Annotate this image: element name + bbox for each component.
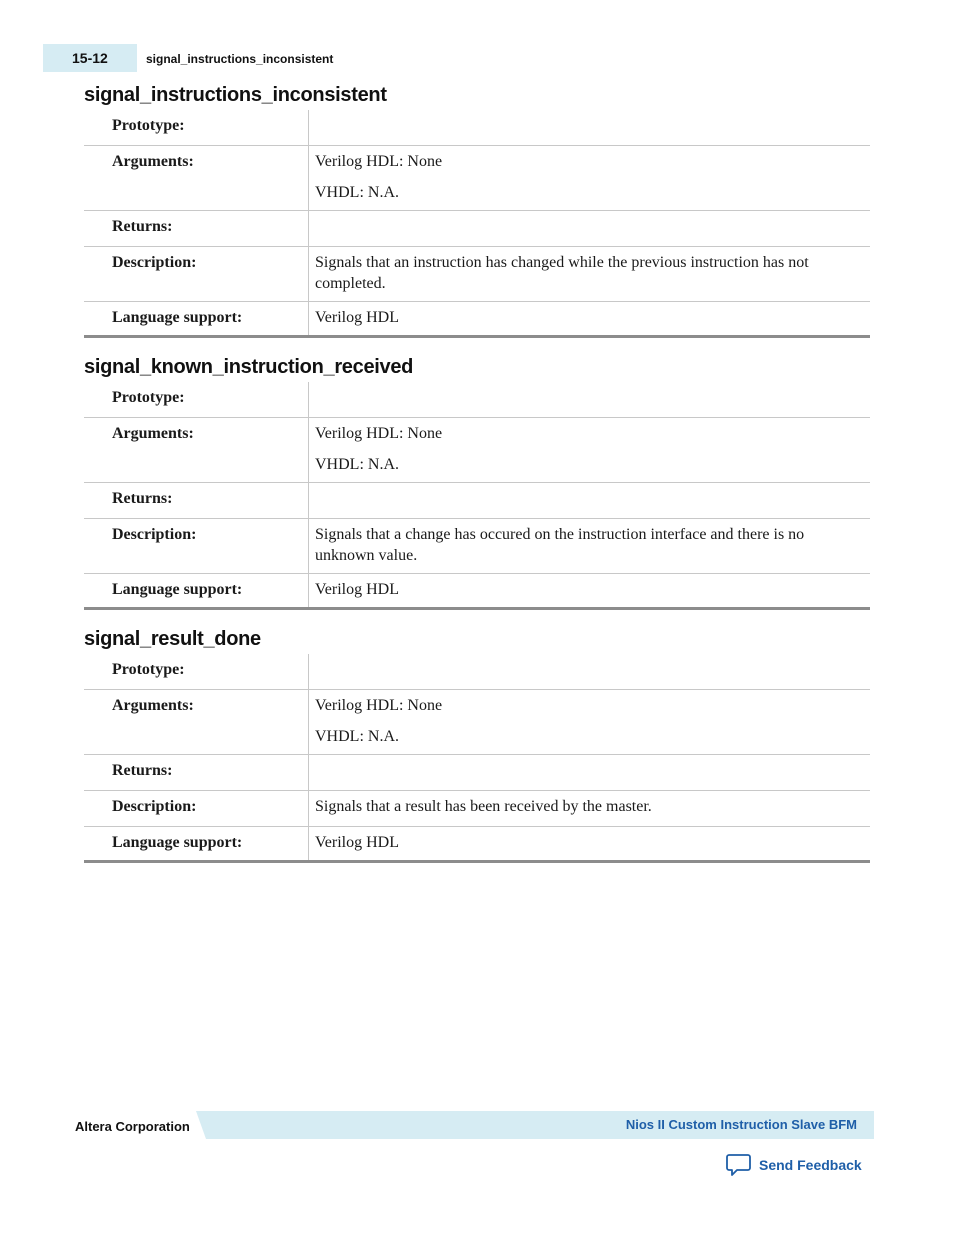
- arguments-value: [309, 146, 871, 211]
- arguments-label: Arguments:: [84, 690, 309, 755]
- description-value: Signals that an instruction has changed while the previous instruction has not completed.: [309, 247, 871, 302]
- reference-table: [84, 382, 870, 610]
- table-row: [84, 483, 870, 519]
- section-title: signal_result_done: [84, 628, 261, 650]
- reference-table: [84, 110, 870, 338]
- argument-verilog: Verilog HDL: None: [315, 153, 443, 170]
- prototype-label: Prototype:: [84, 110, 309, 146]
- description-value: Signals that a change has occured on the instruction interface and there is no unknown value.: [309, 519, 871, 574]
- returns-label: Returns:: [84, 755, 309, 791]
- argument-vhdl: VHDL: N.A.: [315, 728, 399, 745]
- prototype-value: [309, 654, 871, 690]
- arguments-label: Arguments:: [84, 146, 309, 211]
- table-row: [84, 791, 870, 827]
- speech-bubble-icon: [726, 1153, 751, 1177]
- language-support-value: Verilog HDL: [309, 827, 871, 862]
- description-label: Description:: [84, 791, 309, 827]
- argument-vhdl: VHDL: N.A.: [315, 456, 399, 473]
- table-row: [84, 302, 870, 337]
- table-row: [84, 382, 870, 418]
- page-number: 15-12: [72, 50, 108, 66]
- table-row: [84, 690, 870, 755]
- returns-label: Returns:: [84, 211, 309, 247]
- table-row: [84, 418, 870, 483]
- send-feedback-label: Send Feedback: [759, 1157, 862, 1173]
- description-label: Description:: [84, 247, 309, 302]
- language-support-label: Language support:: [84, 574, 309, 609]
- send-feedback-link[interactable]: [726, 1153, 862, 1177]
- argument-vhdl: VHDL: N.A.: [315, 184, 399, 201]
- language-support-value: Verilog HDL: [309, 574, 871, 609]
- arguments-value: [309, 418, 871, 483]
- document-title: Nios II Custom Instruction Slave BFM: [625, 1117, 857, 1132]
- table-row: [84, 827, 870, 862]
- section-signal-known-instruction-received: [84, 352, 870, 610]
- section-title: signal_known_instruction_received: [84, 356, 414, 378]
- prototype-label: Prototype:: [84, 654, 309, 690]
- language-support-label: Language support:: [84, 827, 309, 862]
- table-row: [84, 654, 870, 690]
- section-title: signal_instructions_inconsistent: [84, 84, 387, 106]
- language-support-value: Verilog HDL: [309, 302, 871, 337]
- table-row: [84, 574, 870, 609]
- reference-table: [84, 654, 870, 863]
- returns-label: Returns:: [84, 483, 309, 519]
- returns-value: [309, 755, 871, 791]
- description-value: Signals that a result has been received by the master.: [309, 791, 871, 827]
- language-support-label: Language support:: [84, 302, 309, 337]
- table-row: [84, 110, 870, 146]
- arguments-value: [309, 690, 871, 755]
- returns-value: [309, 211, 871, 247]
- arguments-label: Arguments:: [84, 418, 309, 483]
- running-title: signal_instructions_inconsistent: [146, 52, 334, 66]
- argument-verilog: Verilog HDL: None: [315, 697, 443, 714]
- table-row: [84, 519, 870, 574]
- description-label: Description:: [84, 519, 309, 574]
- table-row: [84, 146, 870, 211]
- prototype-value: [309, 382, 871, 418]
- section-signal-instructions-inconsistent: [84, 80, 870, 338]
- prototype-label: Prototype:: [84, 382, 309, 418]
- section-signal-result-done: [84, 624, 870, 863]
- table-row: [84, 211, 870, 247]
- prototype-value: [309, 110, 871, 146]
- company-name: Altera Corporation: [75, 1119, 190, 1134]
- table-row: [84, 755, 870, 791]
- table-row: [84, 247, 870, 302]
- argument-verilog: Verilog HDL: None: [315, 425, 443, 442]
- returns-value: [309, 483, 871, 519]
